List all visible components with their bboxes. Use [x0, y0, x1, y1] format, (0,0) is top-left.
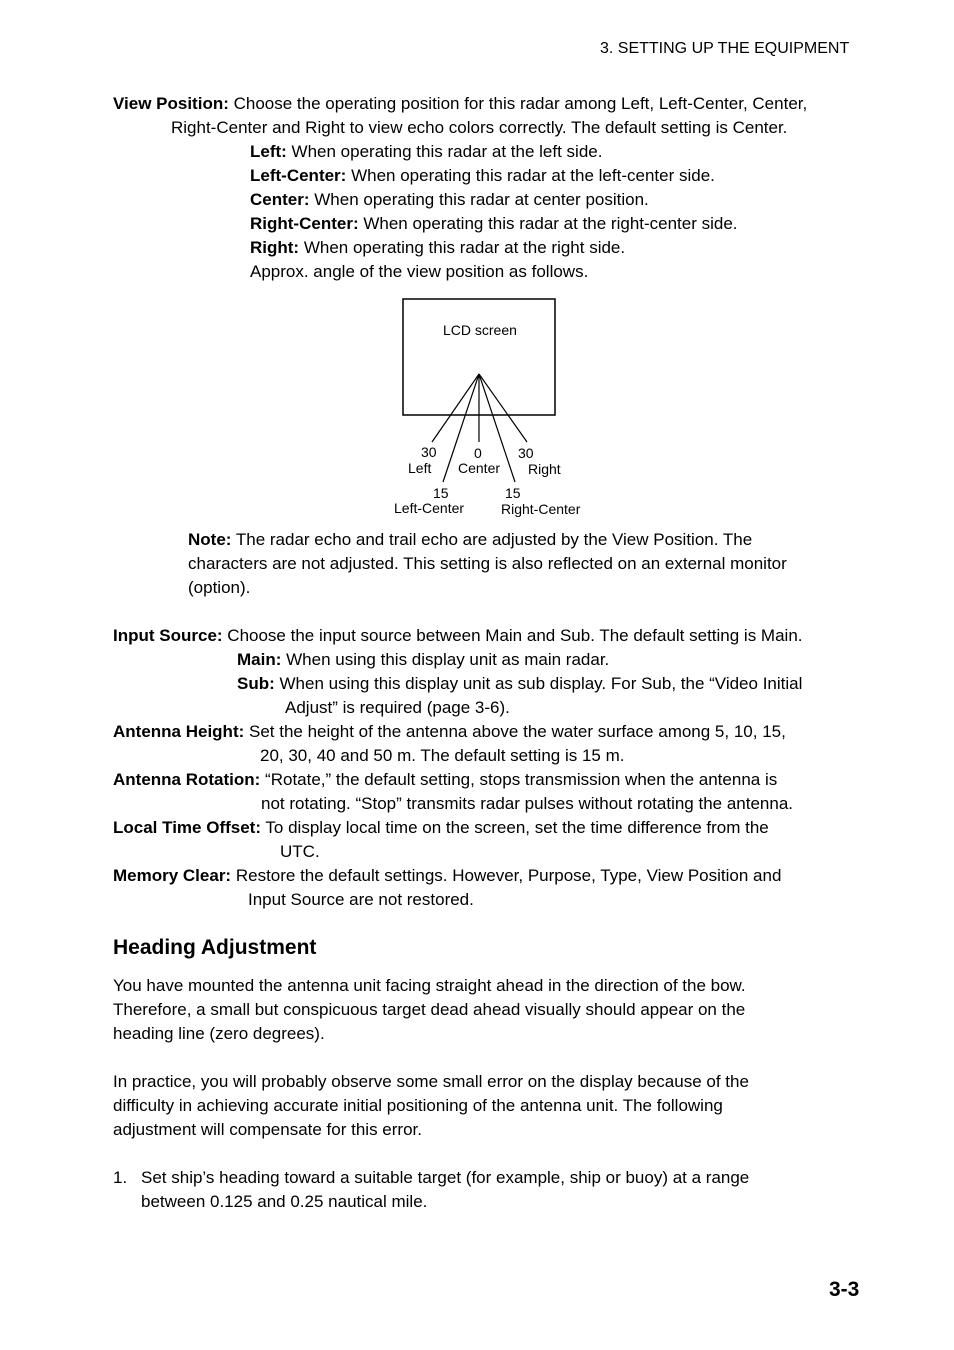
antenna-height-line1: Antenna Height: Set the height of the antenna above the water surface among 5, 10, 15, — [113, 722, 786, 741]
paragraph-line: In practice, you will probably observe some small error on the display because of the — [113, 1072, 749, 1091]
paragraph-line: You have mounted the antenna unit facing straight ahead in the direction of the bow. — [113, 976, 746, 995]
running-header: 3. SETTING UP THE EQUIPMENT — [600, 40, 850, 57]
line-left — [432, 374, 479, 442]
section-heading: Heading Adjustment — [113, 936, 317, 959]
antenna-rotation-line1: Antenna Rotation: “Rotate,” the default setting, stops transmission when the antenna is — [113, 770, 778, 789]
paragraph-line: adjustment will compensate for this error. — [113, 1120, 422, 1139]
antenna-rotation-term: Antenna Rotation: — [113, 770, 261, 789]
center-angle: 0 — [474, 445, 482, 461]
right-label: Right — [528, 461, 561, 477]
note-term: Note: — [188, 530, 232, 549]
approx-angle-text: Approx. angle of the view position as follows. — [250, 262, 589, 281]
input-source-main: Main: When using this display unit as main radar. — [237, 650, 610, 669]
paragraph-line: difficulty in achieving accurate initial positioning of the antenna unit. The following — [113, 1096, 723, 1115]
antenna-height-term: Antenna Height: — [113, 722, 245, 741]
memory-clear-line2: Input Source are not restored. — [248, 890, 474, 909]
page-number: 3-3 — [829, 1278, 860, 1301]
step-line: Set ship’s heading toward a suitable target (for example, ship or buoy) at a range — [141, 1168, 750, 1187]
lcd-screen-label: LCD screen — [443, 322, 517, 338]
local-time-term: Local Time Offset: — [113, 818, 261, 837]
step-line: between 0.125 and 0.25 nautical mile. — [141, 1192, 428, 1211]
input-source-line: Input Source: Choose the input source between Main and Sub. The default setting is Main. — [113, 626, 803, 645]
line-right — [479, 374, 527, 442]
right-center-label: Right-Center — [501, 501, 581, 517]
view-position-line1 — [113, 92, 807, 116]
view-position-term: View Position: — [113, 94, 229, 113]
local-time-line2: UTC. — [280, 842, 320, 861]
option-right-center: Right-Center: When operating this radar at the right-center side. — [250, 214, 738, 233]
option-left: Left: When operating this radar at the left side. — [250, 142, 603, 161]
memory-clear-term: Memory Clear: — [113, 866, 232, 885]
note-line1: Note: The radar echo and trail echo are adjusted by the View Position. The — [188, 530, 753, 549]
note-line2: characters are not adjusted. This setting is also reflected on an external monitor — [188, 554, 787, 573]
input-source-sub-line2: Adjust” is required (page 3-6). — [285, 698, 510, 717]
view-position-line2: Right-Center and Right to view echo colors correctly. The default setting is Center. — [171, 118, 788, 137]
antenna-height-line2: 20, 30, 40 and 50 m. The default setting is 15 m. — [260, 746, 625, 765]
input-source-sub: Sub: When using this display unit as sub display. For Sub, the “Video Initial — [237, 674, 803, 693]
left-angle: 30 — [421, 444, 437, 460]
note-line3: (option). — [188, 578, 251, 597]
right-angle: 30 — [518, 445, 534, 461]
paragraph-line: Therefore, a small but conspicuous target dead ahead visually should appear on the — [113, 1000, 746, 1019]
view-position-desc: Choose the operating position for this radar among Left, Left-Center, Center, — [228, 94, 808, 113]
option-center: Center: When operating this radar at center position. — [250, 190, 649, 209]
input-source-term: Input Source: — [113, 626, 223, 645]
right-center-angle: 15 — [505, 485, 521, 501]
paragraph-line: heading line (zero degrees). — [113, 1024, 325, 1043]
option-right: Right: When operating this radar at the right side. — [250, 238, 626, 257]
local-time-line1: Local Time Offset: To display local time on the screen, set the time difference from the — [113, 818, 769, 837]
left-center-label: Left-Center — [394, 500, 465, 516]
option-left-center: Left-Center: When operating this radar at the left-center side. — [250, 166, 715, 185]
left-label: Left — [408, 460, 432, 476]
memory-clear-line1: Memory Clear: Restore the default settings. However, Purpose, Type, View Position and — [113, 866, 782, 885]
left-center-angle: 15 — [433, 485, 449, 501]
view-position-diagram — [380, 290, 620, 526]
step-number: 1. — [113, 1168, 128, 1187]
center-label: Center — [458, 460, 501, 476]
antenna-rotation-line2: not rotating. “Stop” transmits radar pulses without rotating the antenna. — [261, 794, 794, 813]
